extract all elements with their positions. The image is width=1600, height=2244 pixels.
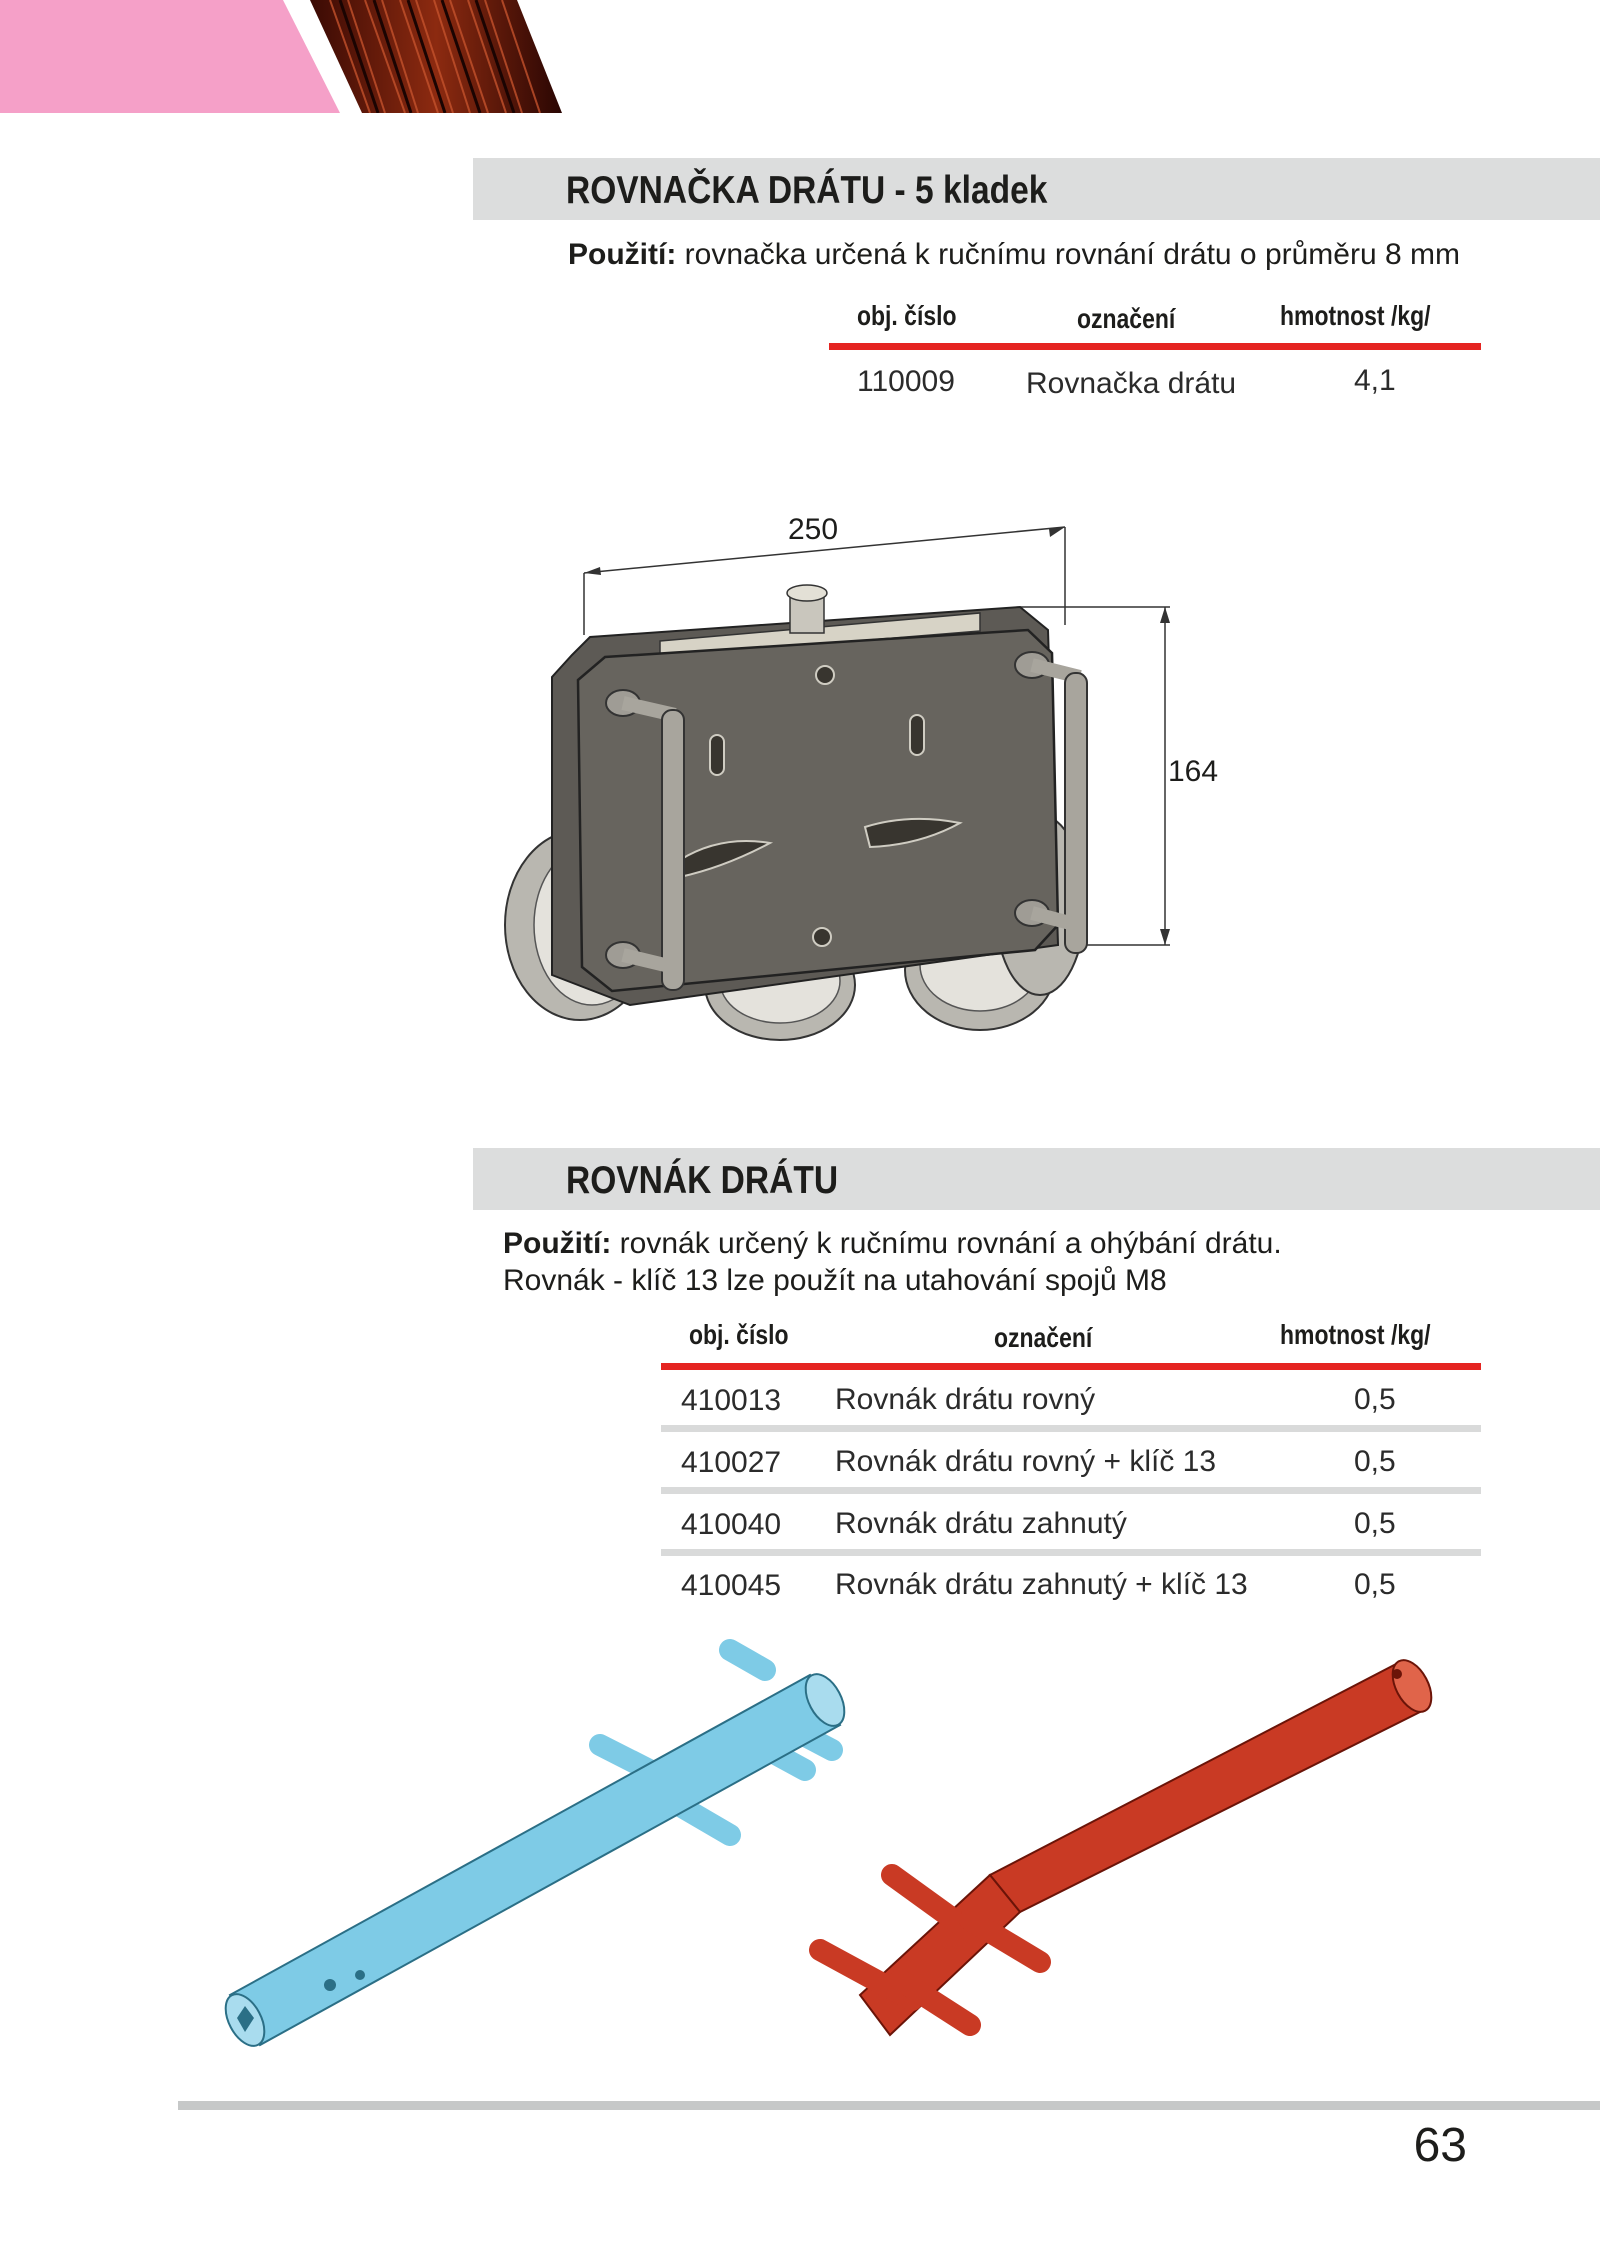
usage-label: Použití: bbox=[568, 238, 677, 271]
table-1-cell-weight: 4,1 bbox=[1354, 364, 1396, 397]
table-2-row-weight: 0,5 bbox=[1354, 1445, 1396, 1478]
bent-bender-drawing bbox=[800, 1650, 1460, 2050]
footer-rule bbox=[178, 2101, 1600, 2110]
bender-tube bbox=[860, 1654, 1439, 2035]
table-1-header-rule bbox=[829, 343, 1481, 350]
table-2-row-name: Rovnák drátu zahnutý + klíč 13 bbox=[835, 1568, 1248, 1601]
table-2-row-code: 410040 bbox=[681, 1508, 782, 1541]
header-pink-band bbox=[0, 0, 340, 113]
table-2-header-code: obj. číslo bbox=[689, 1319, 789, 1350]
section-2-usage-line2: Rovnák - klíč 13 lze použít na utahování spojů M8 bbox=[503, 1264, 1167, 1297]
table-2-row-weight: 0,5 bbox=[1354, 1383, 1396, 1416]
usage-label: Použití: bbox=[503, 1227, 612, 1260]
table-1-cell-name: Rovnačka drátu bbox=[1026, 367, 1237, 400]
table-2-row-code: 410013 bbox=[681, 1384, 782, 1417]
table-2-row-name: Rovnák drátu rovný + klíč 13 bbox=[835, 1445, 1217, 1478]
table-2-row-weight: 0,5 bbox=[1354, 1568, 1396, 1601]
header-wire-photo bbox=[310, 0, 562, 113]
table-2-header-weight: hmotnost /kg/ bbox=[1280, 1319, 1431, 1350]
table-2-row-divider bbox=[661, 1425, 1481, 1432]
table-1-header-code: obj. číslo bbox=[857, 300, 957, 331]
usage-text: rovnák určený k ručnímu rovnání a ohýbání drátu. bbox=[611, 1227, 1282, 1260]
section-1-usage bbox=[568, 236, 1460, 273]
table-2-header-name: označení bbox=[994, 1322, 1093, 1353]
dimension-height-label: 164 bbox=[1168, 755, 1219, 788]
table-2-header-rule bbox=[661, 1363, 1481, 1370]
table-1-header-name: označení bbox=[1077, 303, 1176, 334]
bender-tube bbox=[218, 1668, 853, 2052]
page-number: 63 bbox=[1413, 2119, 1467, 2172]
section-2-usage bbox=[503, 1225, 1282, 1262]
adjuster-bolt bbox=[787, 585, 827, 633]
straight-bender-drawing bbox=[210, 1630, 890, 2060]
section-1-title: ROVNAČKA DRÁTU - 5 kladek bbox=[566, 169, 1048, 212]
table-2-row-name: Rovnák drátu zahnutý bbox=[835, 1507, 1127, 1540]
table-1-cell-code: 110009 bbox=[857, 365, 955, 398]
table-1-header-weight: hmotnost /kg/ bbox=[1280, 300, 1431, 331]
straightener-drawing bbox=[480, 505, 1219, 1065]
dimension-width-label: 250 bbox=[788, 513, 839, 546]
table-2-row-divider bbox=[661, 1487, 1481, 1494]
table-2-row-code: 410045 bbox=[681, 1569, 782, 1602]
usage-text: rovnačka určená k ručnímu rovnání drátu o průměru 8 mm bbox=[676, 238, 1460, 271]
dim-arrow bbox=[1160, 929, 1170, 945]
table-2-row-weight: 0,5 bbox=[1354, 1507, 1396, 1540]
table-2-row-code: 410027 bbox=[681, 1446, 782, 1479]
pin bbox=[730, 1650, 765, 1670]
section-2-title: ROVNÁK DRÁTU bbox=[566, 1159, 839, 1202]
table-2-row-divider bbox=[661, 1549, 1481, 1556]
dim-arrow bbox=[584, 567, 601, 575]
table-2-row-name: Rovnák drátu rovný bbox=[835, 1383, 1096, 1416]
dim-arrow bbox=[1160, 607, 1170, 623]
